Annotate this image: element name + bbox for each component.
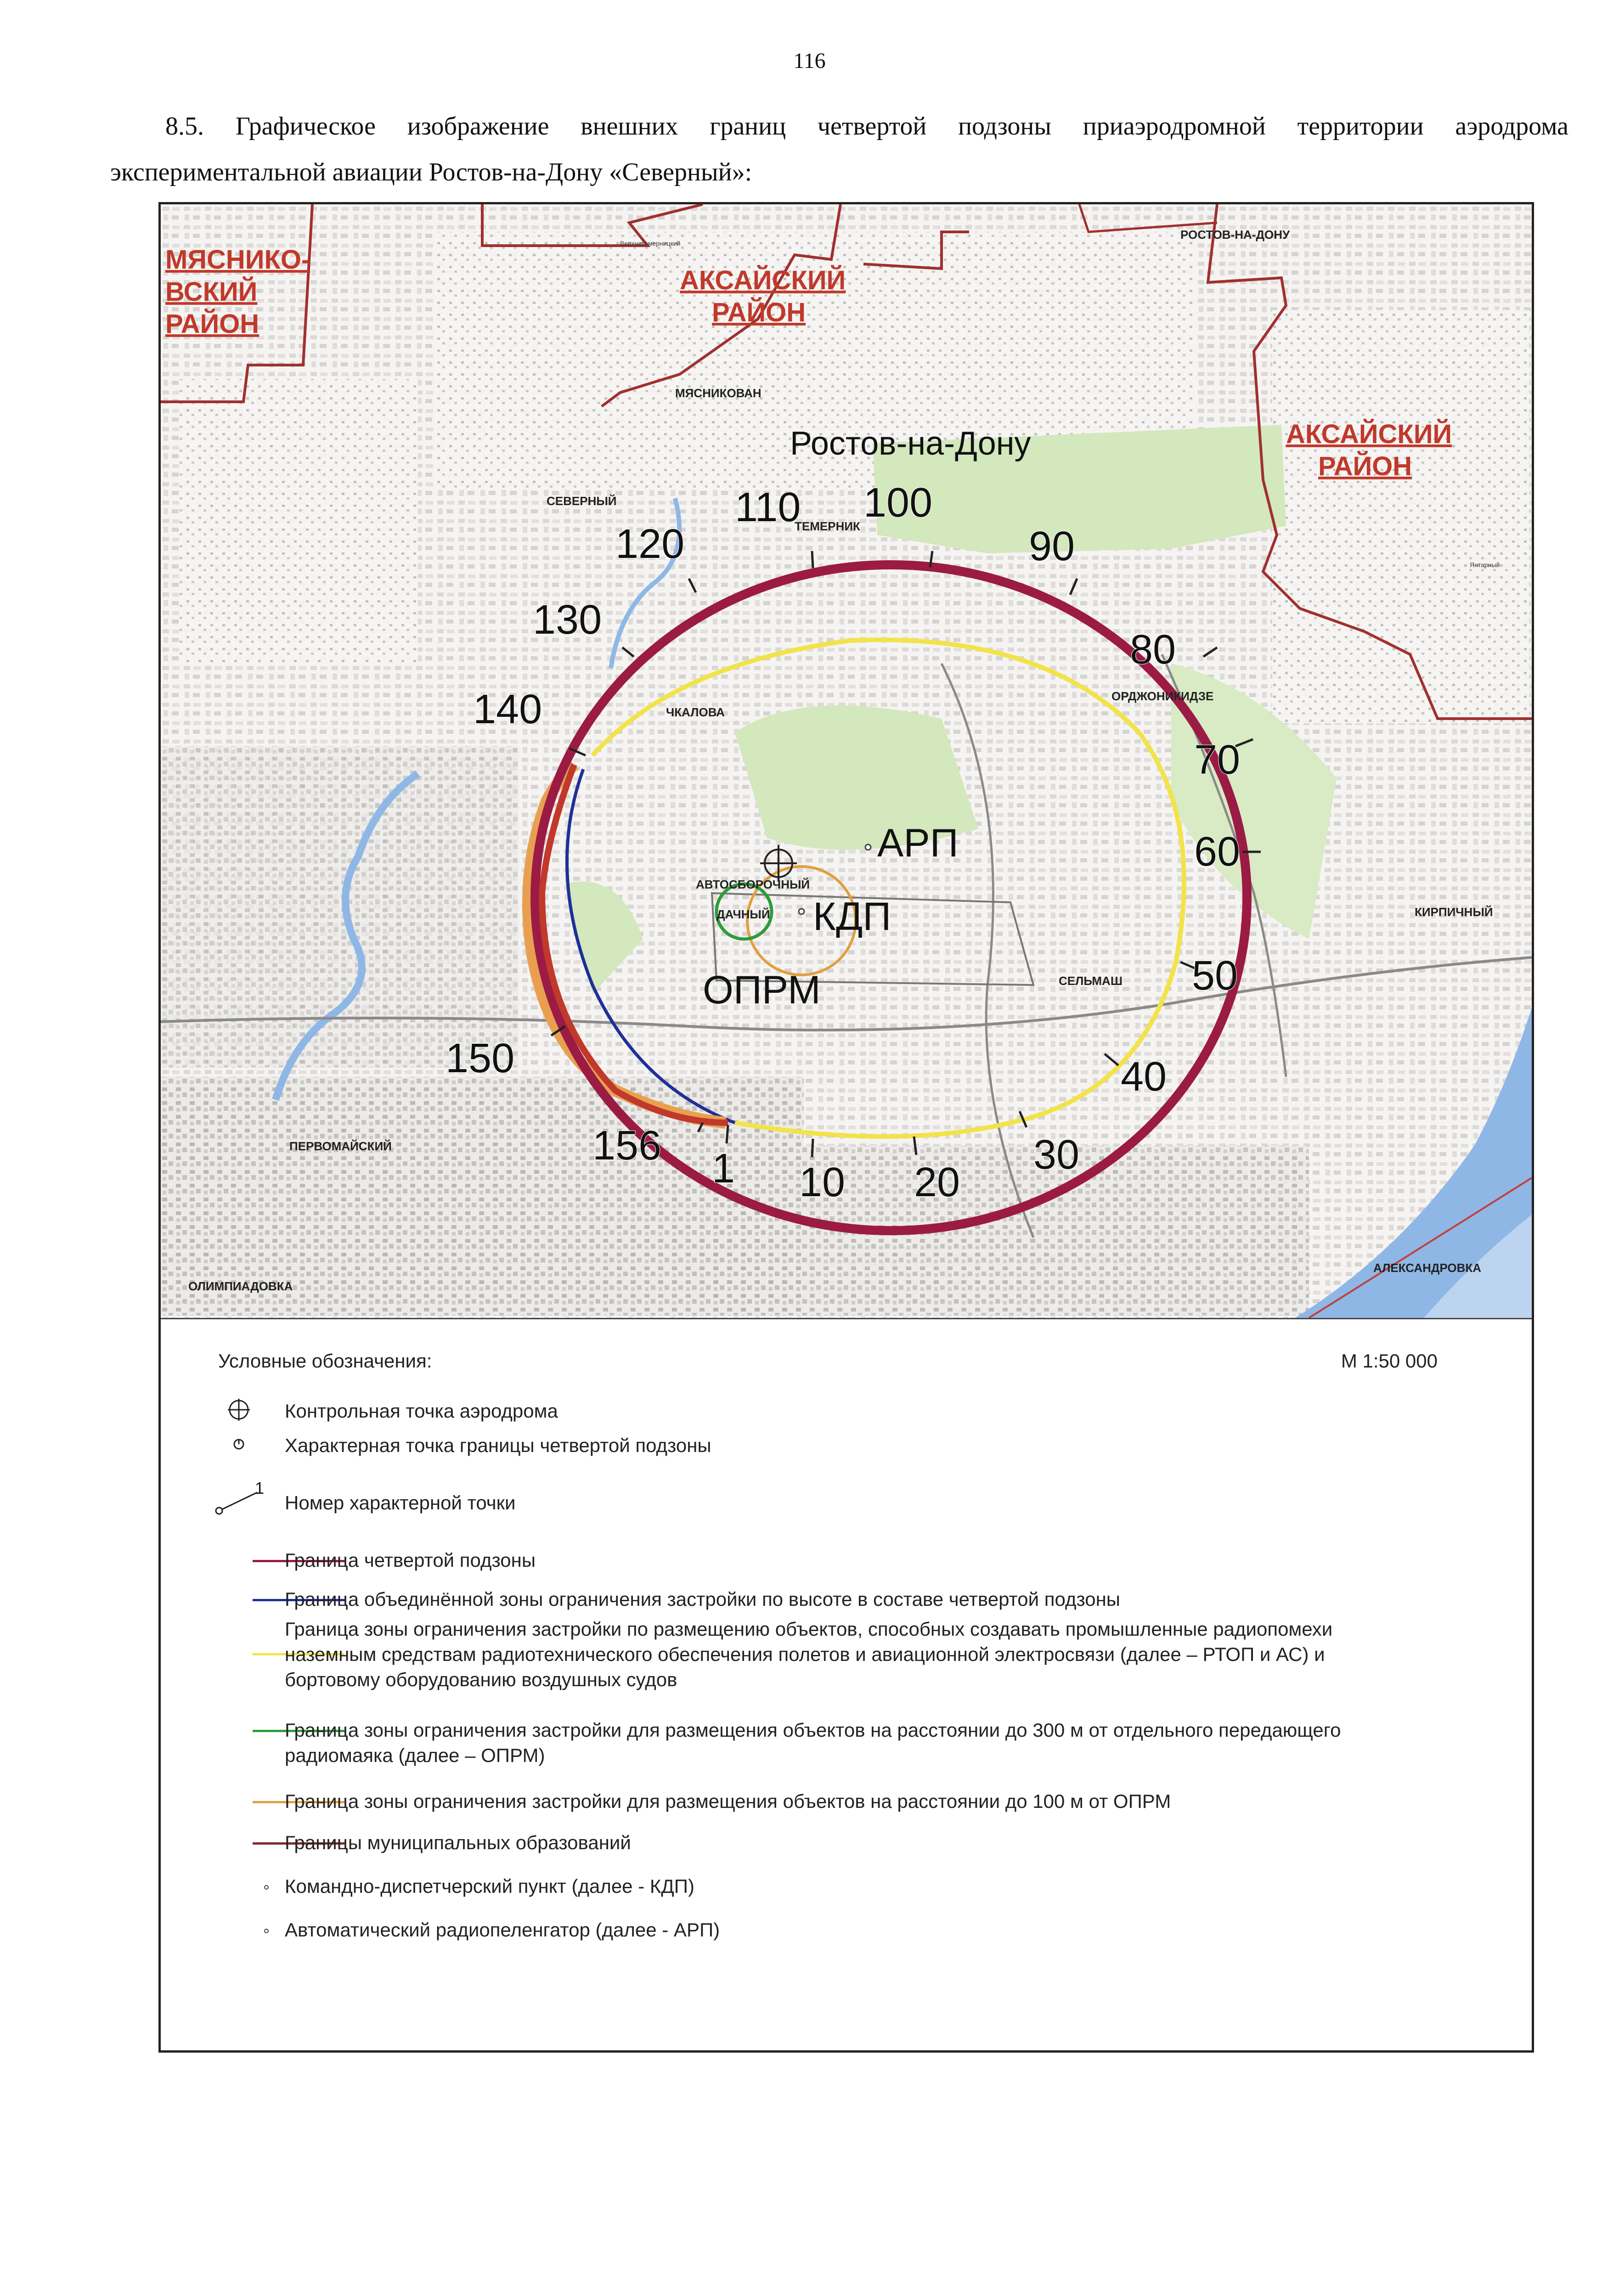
point-label-30: 30 [1033,1132,1080,1178]
legend-text-arp: Автоматический радиопеленгатор (далее - АРП) [285,1919,720,1941]
place-ordzhonikidze: ОРДЖОНИКИДЗЕ [1111,689,1214,703]
place-verkhnetemernitsky: Верхнетемерницкий [620,240,681,247]
point-label-80: 80 [1130,627,1176,673]
map-canvas [161,204,1532,1318]
point-label-150: 150 [446,1035,515,1081]
district-aksaysky-north-line-2: РАЙОН [712,298,806,327]
legend-text-characteristic-point: Характерная точка границы четвертой подзоны [285,1435,711,1456]
place-pervomaysky: ПЕРВОМАЙСКИЙ [289,1139,392,1153]
legend-title: Условные обозначения: [218,1350,432,1372]
point-label-1: 1 [712,1146,735,1192]
point-label-20: 20 [914,1159,960,1205]
legend-text-height-limit: Граница объединённой зоны ограничения застройки по высоте в составе четвертой подзоны [285,1588,1120,1610]
arp-dot-icon [264,1929,269,1933]
heading-line-2: экспериментальной авиации Ростов-на-Дону «Северный»: [110,158,752,186]
place-chkalova: ЧКАЛОВА [666,705,725,719]
legend-text-kdp: Командно-диспетчерский пункт (далее - КДП) [285,1875,694,1897]
district-myasnikovsky-line-1: МЯСНИКО- [165,245,310,275]
point-label-110: 110 [735,484,801,530]
place-rostov: РОСТОВ-НА-ДОНУ [1180,228,1290,242]
label-oprm: ОПРМ [703,968,821,1012]
point-label-40: 40 [1121,1054,1167,1100]
label-arp: АРП [877,821,959,865]
place-aleksandrovka: АЛЕКСАНДРОВКА [1373,1261,1482,1275]
district-aksaysky-east-line-2: РАЙОН [1318,451,1412,481]
legend-text-fourth-subzone: Граница четвертой подзоны [285,1549,536,1571]
place-severny: СЕВЕРНЫЙ [547,494,617,508]
kdp-dot-icon [264,1885,269,1890]
point-label-100: 100 [863,480,933,526]
point-number-sample: 1 [255,1479,265,1497]
tick-1 [727,1125,728,1143]
district-myasnikovsky-line-3: РАЙОН [165,309,259,339]
point-label-10: 10 [799,1159,846,1205]
legend-text-control-point: Контрольная точка аэродрома [285,1400,558,1422]
legend-text-municipal: Границы муниципальных образований [285,1832,631,1853]
legend-text-rtop: Граница зоны ограничения застройки по размещению объектов, способных создавать промышленные радиопомехи наземным средствам радиотехнического обеспечения полетов и авиационной электросвязи (далее – РТОП и АС) и бортовому оборудованию воздушных судов [285,1618,1333,1690]
district-myasnikovsky-line-2: ВСКИЙ [165,277,258,307]
point-label-156: 156 [592,1123,662,1169]
legend-text-point-number: Номер характерной точки [285,1492,516,1514]
map-scale: М 1:50 000 [1341,1350,1438,1372]
district-aksaysky-east-line-1: АКСАЙСКИЙ [1286,419,1452,449]
place-selmash: СЕЛЬМАШ [1059,974,1123,988]
legend [161,1318,1532,2050]
page-number: 116 [793,49,826,73]
point-label-70: 70 [1194,737,1241,783]
district-aksaysky-north-line-1: АКСАЙСКИЙ [680,265,846,295]
figure-frame [158,202,1534,2053]
place-kirpichny: КИРПИЧНЫЙ [1415,905,1493,919]
label-city: Ростов-на-Дону [790,425,1031,462]
residential-east [1272,310,1529,723]
place-olimpiadovka: ОЛИМПИАДОВКА [188,1279,293,1293]
place-temernik: ТЕМЕРНИК [795,519,860,533]
legend-text-oprm-300: Граница зоны ограничения застройки для размещения объектов на расстоянии до 300 м от отдельного передающего радиомаяка (далее – ОПРМ) [285,1719,1341,1766]
section-heading [110,103,1568,195]
place-avtosborochny: АВТОСБОРОЧНЫЙ [696,878,810,891]
point-label-90: 90 [1029,523,1075,569]
place-dachny: ДАЧНЫЙ [716,907,770,921]
legend-text-oprm-100: Граница зоны ограничения застройки для размещения объектов на расстоянии до 100 м от ОПРМ [285,1790,1171,1812]
arp-dot [865,844,871,850]
place-yantarny: Янтарный [1470,561,1500,568]
label-kdp: КДП [813,895,891,939]
tick-110 [812,551,813,568]
point-label-60: 60 [1194,829,1241,875]
point-label-120: 120 [615,521,685,567]
kdp-dot [799,909,804,914]
residential-west [179,379,418,664]
characteristic-point-icon [230,1435,248,1453]
place-myasnikovan: МЯСНИКОВАН [675,386,762,400]
heading-line-1: 8.5. Графическое изображение внешних границ четвертой подзоны приаэродромной территории аэродрома [165,112,1568,141]
map-area [161,204,1532,1319]
point-label-140: 140 [473,687,542,732]
control-point-icon [225,1396,253,1424]
tick-10 [812,1139,813,1157]
point-label-50: 50 [1192,953,1238,999]
point-label-130: 130 [533,597,602,643]
